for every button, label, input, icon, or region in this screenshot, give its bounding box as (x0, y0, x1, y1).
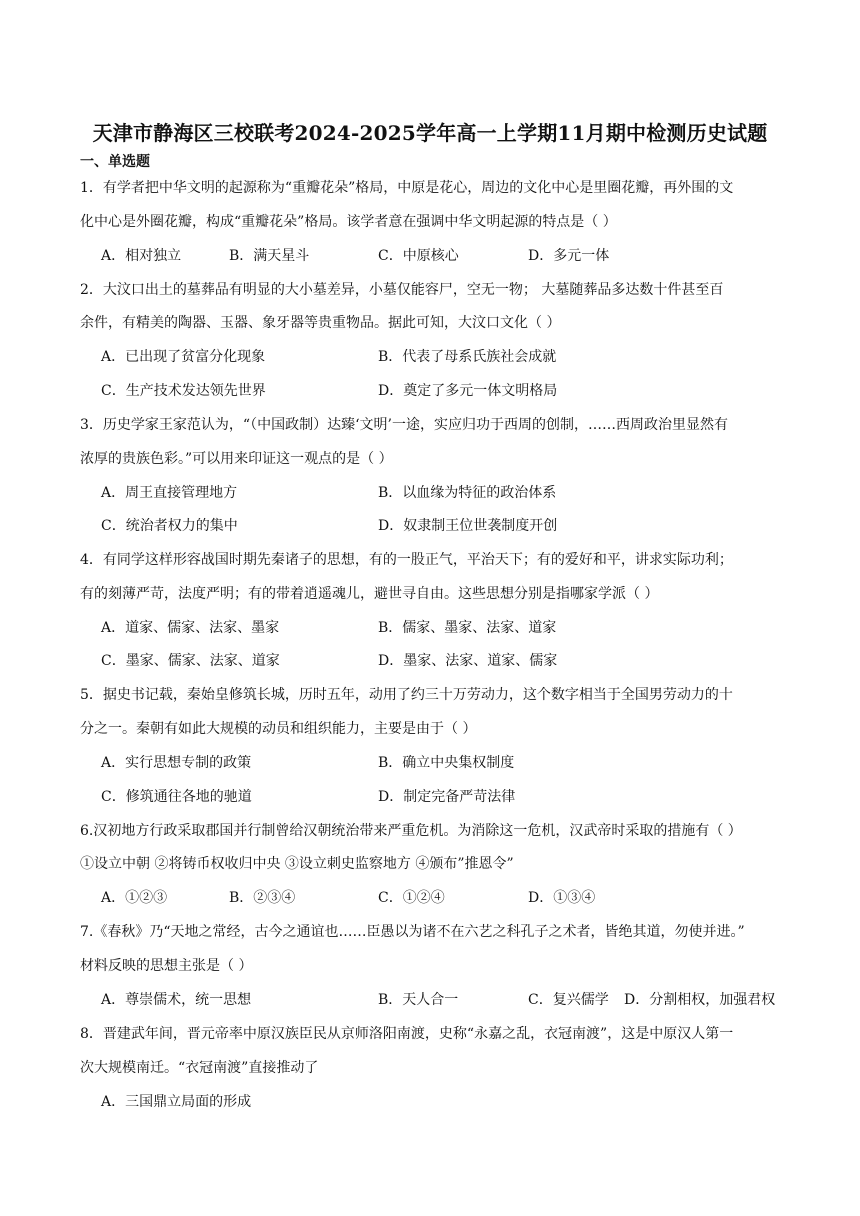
question-8-line-2: 次大规模南迁。“衣冠南渡”直接推动了 (80, 1060, 319, 1076)
question-6-option-b: B．②③④ (229, 890, 296, 906)
question-3-line-2: 浓厚的贵族色彩。”可以用来印证这一观点的是（ ） (80, 451, 393, 467)
question-3-option-b: B．以血缘为特征的政治体系 (378, 485, 557, 501)
question-3-option-a: A．周王直接管理地方 (101, 485, 238, 501)
question-8-option-a: A．三国鼎立局面的形成 (101, 1094, 252, 1110)
question-2-option-d: D．奠定了多元一体文明格局 (378, 383, 558, 399)
question-2-line-2: 余件，有精美的陶器、玉器、象牙器等贵重物品。据此可知，大汶口文化（ ） (80, 315, 561, 331)
question-4-option-a: A．道家、儒家、法家、墨家 (101, 620, 280, 636)
question-1-option-a: A．相对独立 (101, 248, 182, 264)
question-5-option-d: D．制定完备严苛法律 (378, 789, 516, 805)
question-3-option-d: D．奴隶制王位世袭制度开创 (378, 518, 558, 534)
question-1-option-d: D．多元一体 (528, 248, 610, 264)
question-7-option-b: B．天人合一 (378, 992, 459, 1008)
question-2-option-a: A．已出现了贫富分化现象 (101, 349, 266, 365)
question-5-option-c: C．修筑通往各地的驰道 (101, 789, 252, 805)
question-6-option-d: D．①③④ (528, 890, 596, 906)
question-1-line-2: 化中心是外圈花瓣，构成“重瓣花朵”格局。该学者意在强调中华文明起源的特点是（ ） (80, 214, 617, 230)
question-1-line-1: 1．有学者把中华文明的起源称为“重瓣花朵”格局，中原是花心，周边的文化中心是里圈花瓣，再外围的文 (80, 180, 734, 196)
question-3-line-1: 3．历史学家王家范认为，“（中国政制）达臻‘文明’一途，实应归功于西周的创制，……西周政治里显然有 (80, 417, 728, 433)
question-7-line-2: 材料反映的思想主张是（ ） (80, 958, 253, 974)
question-1-option-c: C．中原核心 (378, 248, 459, 264)
question-8-line-1: 8．晋建武年间，晋元帝率中原汉族臣民从京师洛阳南渡，史称“永嘉之乱，衣冠南渡”，这是中原汉人第一 (80, 1026, 734, 1042)
question-7-line-1: 7.《春秋》乃“天地之常经，古今之通谊也……臣愚以为诸不在六艺之科孔子之术者，皆绝其道，勿使并进。” (80, 924, 745, 940)
question-7-option-c: C．复兴儒学 (528, 992, 609, 1008)
question-7-option-a: A．尊崇儒术，统一思想 (101, 992, 252, 1008)
question-4-option-b: B．儒家、墨家、法家、道家 (378, 620, 557, 636)
question-6-option-c: C．①②④ (378, 890, 445, 906)
question-5-option-a: A．实行思想专制的政策 (101, 755, 252, 771)
question-2-line-1: 2．大汶口出土的墓葬品有明显的大小墓差异，小墓仅能容尸，空无一物； 大墓随葬品多达数十件甚至百 (80, 282, 724, 298)
question-5-option-b: B．确立中央集权制度 (378, 755, 515, 771)
question-6-option-a: A．①②③ (101, 890, 168, 906)
question-2-option-c: C．生产技术发达领先世界 (101, 383, 266, 399)
page-title: 天津市静海区三校联考2024-2025学年高一上学期11月期中检测历史试题 (92, 121, 768, 145)
question-4-line-2: 有的刻薄严苛，法度严明；有的带着逍遥魂儿，避世寻自由。这些思想分别是指哪家学派（ ） (80, 586, 659, 602)
question-6-line-2: ①设立中朝 ②将铸币权收归中央 ③设立刺史监察地方 ④颁布”推恩令” (80, 856, 514, 872)
question-4-line-1: 4．有同学这样形容战国时期先秦诸子的思想，有的一股正气，平治天下；有的爱好和平，讲求实际功利； (80, 552, 733, 568)
question-3-option-c: C．统治者权力的集中 (101, 518, 238, 534)
question-6-line-1: 6.汉初地方行政采取郡国并行制曾给汉朝统治带来严重危机。为消除这一危机，汉武帝时采取的措施有（ ） (80, 823, 742, 839)
question-5-line-2: 分之一。秦朝有如此大规模的动员和组织能力，主要是由于（ ） (80, 721, 477, 737)
question-1-option-b: B．满天星斗 (229, 248, 310, 264)
question-2-option-b: B．代表了母系氏族社会成就 (378, 349, 557, 365)
question-7-option-d: D．分割相权，加强君权 (624, 992, 776, 1008)
question-4-option-d: D．墨家、法家、道家、儒家 (378, 653, 558, 669)
question-5-line-1: 5．据史书记载，秦始皇修筑长城，历时五年，动用了约三十万劳动力，这个数字相当于全国男劳动力的十 (80, 687, 733, 703)
question-4-option-c: C．墨家、儒家、法家、道家 (101, 653, 280, 669)
section-heading: 一、单选题 (80, 154, 150, 170)
